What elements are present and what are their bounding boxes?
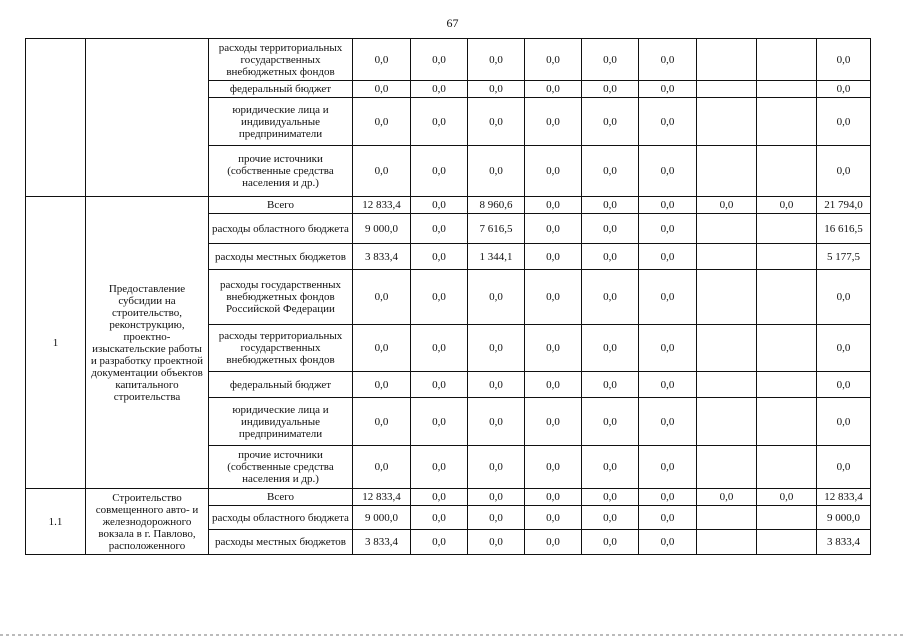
value-cell: 0,0 xyxy=(582,325,639,372)
value-cell: 9 000,0 xyxy=(353,214,411,244)
value-cell: 3 833,4 xyxy=(353,244,411,270)
value-cell: 0,0 xyxy=(411,214,468,244)
value-cell: 0,0 xyxy=(639,214,697,244)
value-cell: 0,0 xyxy=(817,39,871,81)
funding-source-cell: федеральный бюджет xyxy=(209,81,353,98)
value-cell: 0,0 xyxy=(697,197,757,214)
value-cell xyxy=(697,398,757,446)
value-cell: 7 616,5 xyxy=(468,214,525,244)
value-cell: 3 833,4 xyxy=(817,530,871,555)
value-cell: 0,0 xyxy=(817,81,871,98)
value-cell: 0,0 xyxy=(639,325,697,372)
funding-source-cell: расходы областного бюджета xyxy=(209,214,353,244)
value-cell: 0,0 xyxy=(411,489,468,506)
value-cell: 0,0 xyxy=(411,446,468,489)
value-cell: 0,0 xyxy=(468,39,525,81)
value-cell: 0,0 xyxy=(353,372,411,398)
value-cell: 0,0 xyxy=(353,270,411,325)
value-cell: 0,0 xyxy=(582,81,639,98)
funding-source-cell: Всего xyxy=(209,489,353,506)
value-cell: 0,0 xyxy=(468,398,525,446)
value-cell xyxy=(757,446,817,489)
value-cell: 0,0 xyxy=(525,39,582,81)
value-cell: 0,0 xyxy=(639,98,697,146)
value-cell: 0,0 xyxy=(411,81,468,98)
value-cell: 0,0 xyxy=(411,530,468,555)
table-row xyxy=(26,197,871,214)
value-cell xyxy=(697,214,757,244)
value-cell: 0,0 xyxy=(817,325,871,372)
value-cell: 21 794,0 xyxy=(817,197,871,214)
value-cell: 0,0 xyxy=(525,197,582,214)
item-number-cell xyxy=(26,39,86,197)
value-cell: 0,0 xyxy=(639,146,697,197)
value-cell: 0,0 xyxy=(639,530,697,555)
value-cell: 0,0 xyxy=(411,506,468,530)
value-cell: 3 833,4 xyxy=(353,530,411,555)
value-cell: 0,0 xyxy=(353,146,411,197)
value-cell xyxy=(757,146,817,197)
value-cell: 0,0 xyxy=(525,270,582,325)
value-cell xyxy=(757,98,817,146)
value-cell xyxy=(697,446,757,489)
value-cell: 0,0 xyxy=(817,398,871,446)
value-cell: 0,0 xyxy=(817,146,871,197)
value-cell xyxy=(757,506,817,530)
value-cell: 0,0 xyxy=(411,244,468,270)
value-cell xyxy=(757,81,817,98)
value-cell xyxy=(757,398,817,446)
value-cell: 1 344,1 xyxy=(468,244,525,270)
value-cell: 9 000,0 xyxy=(817,506,871,530)
value-cell: 0,0 xyxy=(468,270,525,325)
value-cell: 0,0 xyxy=(757,489,817,506)
value-cell: 0,0 xyxy=(639,398,697,446)
value-cell: 0,0 xyxy=(582,98,639,146)
value-cell xyxy=(757,244,817,270)
value-cell: 9 000,0 xyxy=(353,506,411,530)
page-number: 67 xyxy=(446,16,459,30)
value-cell xyxy=(697,81,757,98)
value-cell xyxy=(697,372,757,398)
value-cell: 0,0 xyxy=(525,489,582,506)
value-cell: 0,0 xyxy=(525,214,582,244)
value-cell: 0,0 xyxy=(525,530,582,555)
value-cell: 0,0 xyxy=(525,98,582,146)
value-cell: 0,0 xyxy=(639,270,697,325)
value-cell: 0,0 xyxy=(468,506,525,530)
funding-source-cell: федеральный бюджет xyxy=(209,372,353,398)
value-cell: 0,0 xyxy=(817,98,871,146)
value-cell: 0,0 xyxy=(817,446,871,489)
value-cell: 0,0 xyxy=(582,244,639,270)
value-cell: 0,0 xyxy=(411,398,468,446)
value-cell: 0,0 xyxy=(582,197,639,214)
value-cell xyxy=(697,39,757,81)
value-cell: 0,0 xyxy=(411,325,468,372)
value-cell: 0,0 xyxy=(468,372,525,398)
value-cell: 5 177,5 xyxy=(817,244,871,270)
value-cell: 12 833,4 xyxy=(817,489,871,506)
value-cell: 0,0 xyxy=(582,398,639,446)
value-cell: 0,0 xyxy=(817,270,871,325)
funding-source-cell: прочие источники (собственные средства населения и др.) xyxy=(209,446,353,489)
value-cell: 0,0 xyxy=(525,244,582,270)
value-cell: 0,0 xyxy=(582,530,639,555)
item-number-cell: 1.1 xyxy=(26,489,86,555)
value-cell: 0,0 xyxy=(639,446,697,489)
value-cell xyxy=(757,270,817,325)
value-cell: 0,0 xyxy=(525,325,582,372)
value-cell: 0,0 xyxy=(353,446,411,489)
value-cell: 0,0 xyxy=(639,81,697,98)
value-cell: 0,0 xyxy=(582,270,639,325)
value-cell: 0,0 xyxy=(582,446,639,489)
value-cell: 0,0 xyxy=(757,197,817,214)
value-cell: 0,0 xyxy=(353,325,411,372)
funding-source-cell: расходы местных бюджетов xyxy=(209,244,353,270)
value-cell: 0,0 xyxy=(411,39,468,81)
item-number-cell: 1 xyxy=(26,197,86,489)
value-cell xyxy=(697,270,757,325)
value-cell: 0,0 xyxy=(353,98,411,146)
value-cell: 0,0 xyxy=(639,489,697,506)
value-cell: 8 960,6 xyxy=(468,197,525,214)
value-cell: 0,0 xyxy=(582,39,639,81)
value-cell: 0,0 xyxy=(411,197,468,214)
value-cell xyxy=(757,372,817,398)
funding-source-cell: расходы территориальных государственных внебюджетных фондов xyxy=(209,325,353,372)
value-cell: 0,0 xyxy=(697,489,757,506)
value-cell: 0,0 xyxy=(411,98,468,146)
value-cell: 0,0 xyxy=(468,489,525,506)
value-cell: 0,0 xyxy=(468,146,525,197)
value-cell: 0,0 xyxy=(411,146,468,197)
value-cell: 0,0 xyxy=(468,530,525,555)
value-cell: 0,0 xyxy=(525,81,582,98)
value-cell: 0,0 xyxy=(468,446,525,489)
funding-source-cell: расходы территориальных государственных внебюджетных фондов xyxy=(209,39,353,81)
value-cell xyxy=(697,530,757,555)
scan-edge-line xyxy=(0,634,905,636)
value-cell: 0,0 xyxy=(525,446,582,489)
value-cell xyxy=(697,506,757,530)
value-cell xyxy=(757,530,817,555)
value-cell: 0,0 xyxy=(582,489,639,506)
value-cell: 0,0 xyxy=(639,372,697,398)
value-cell: 0,0 xyxy=(468,81,525,98)
funding-source-cell: расходы областного бюджета xyxy=(209,506,353,530)
value-cell xyxy=(697,325,757,372)
value-cell: 0,0 xyxy=(411,270,468,325)
value-cell: 0,0 xyxy=(639,244,697,270)
item-description-cell: Строительство совмещенного авто- и железнодорожного вокзала в г. Павлово, расположенного xyxy=(86,489,209,555)
value-cell: 12 833,4 xyxy=(353,489,411,506)
value-cell: 0,0 xyxy=(525,398,582,446)
value-cell: 0,0 xyxy=(525,506,582,530)
value-cell: 0,0 xyxy=(468,98,525,146)
table-row xyxy=(26,39,871,81)
value-cell: 0,0 xyxy=(582,506,639,530)
value-cell xyxy=(757,214,817,244)
value-cell: 0,0 xyxy=(639,197,697,214)
value-cell: 0,0 xyxy=(468,325,525,372)
value-cell: 0,0 xyxy=(525,146,582,197)
value-cell: 0,0 xyxy=(582,146,639,197)
value-cell: 0,0 xyxy=(639,39,697,81)
value-cell: 16 616,5 xyxy=(817,214,871,244)
budget-table xyxy=(25,38,871,555)
funding-source-cell: прочие источники (собственные средства населения и др.) xyxy=(209,146,353,197)
funding-source-cell: юридические лица и индивидуальные предприниматели xyxy=(209,398,353,446)
value-cell xyxy=(697,98,757,146)
value-cell xyxy=(697,146,757,197)
funding-source-cell: расходы местных бюджетов xyxy=(209,530,353,555)
funding-source-cell: Всего xyxy=(209,197,353,214)
value-cell: 0,0 xyxy=(817,372,871,398)
item-description-cell xyxy=(86,39,209,197)
value-cell xyxy=(697,244,757,270)
table-row xyxy=(26,489,871,506)
funding-source-cell: юридические лица и индивидуальные предприниматели xyxy=(209,98,353,146)
item-description-cell: Предоставление субсидии на строительство, реконструкцию, проектно-изыскательские работы и разработку проектной документации объектов капитального строительства xyxy=(86,197,209,489)
value-cell: 0,0 xyxy=(582,372,639,398)
value-cell xyxy=(757,39,817,81)
value-cell xyxy=(757,325,817,372)
value-cell: 0,0 xyxy=(353,398,411,446)
value-cell: 0,0 xyxy=(582,214,639,244)
value-cell: 0,0 xyxy=(411,372,468,398)
value-cell: 12 833,4 xyxy=(353,197,411,214)
value-cell: 0,0 xyxy=(525,372,582,398)
value-cell: 0,0 xyxy=(639,506,697,530)
value-cell: 0,0 xyxy=(353,81,411,98)
funding-source-cell: расходы государственных внебюджетных фондов Российской Федерации xyxy=(209,270,353,325)
value-cell: 0,0 xyxy=(353,39,411,81)
